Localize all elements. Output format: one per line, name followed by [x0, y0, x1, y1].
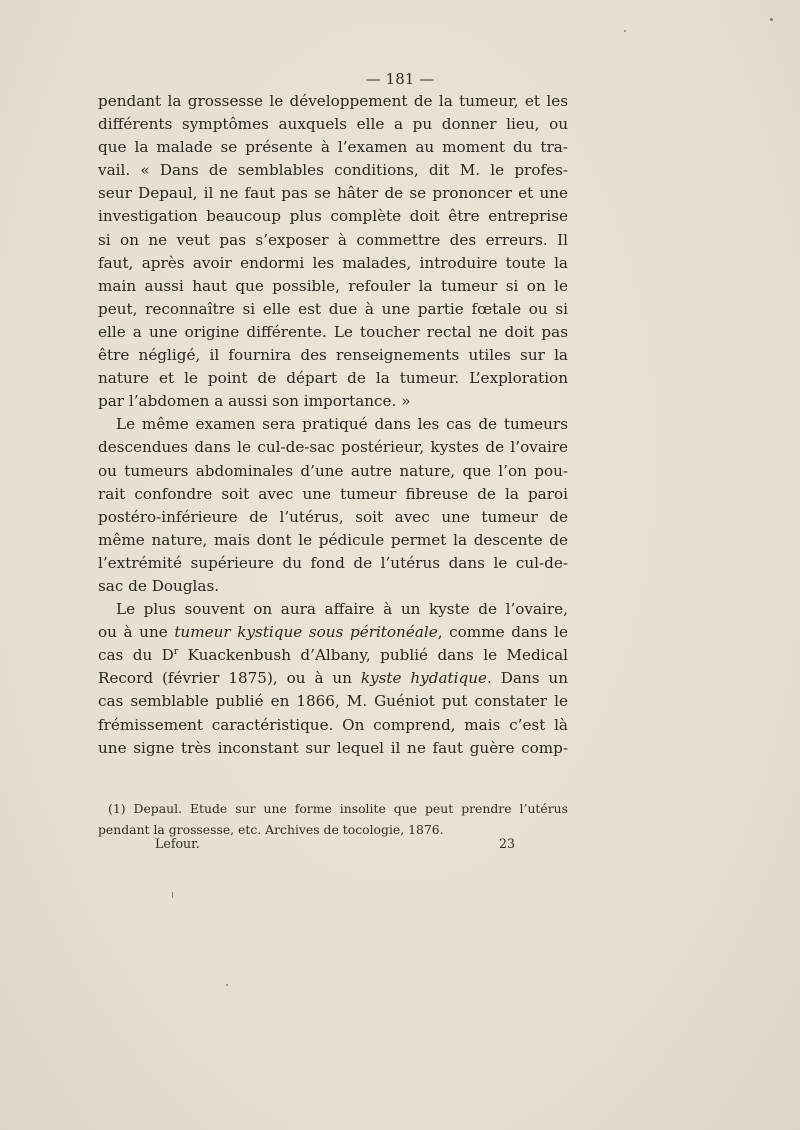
- text-line: par l’abdomen a aussi son importance. »: [98, 392, 411, 411]
- text-line: une signe très inconstant sur lequel il ne faut guère comp-: [98, 738, 568, 757]
- paper-speck: [624, 30, 626, 32]
- text-line: ou à une tumeur kystique sous péritonéale, comme dans le: [98, 623, 568, 642]
- text-line: Le même examen sera pratiqué dans les cas de tumeurs: [116, 415, 568, 434]
- text-line: nature et le point de départ de la tumeur. L’exploration: [98, 369, 568, 388]
- text-line: même nature, mais dont le pédicule permet la descente de: [98, 530, 568, 549]
- text-line: sac de Douglas.: [98, 576, 220, 595]
- text-line: peut, reconnaître si elle est due à une partie fœtale ou si: [98, 299, 568, 318]
- text-line: l’extrémité supérieure du fond de l’utérus dans le cul-de-: [98, 553, 568, 572]
- body-lines: [98, 90, 568, 621]
- text-line: Le plus souvent on aura affaire à un kyste de l’ovaire,: [116, 600, 568, 619]
- italic-term: kyste hydatique: [360, 669, 487, 688]
- text-line: elle a une origine différente. Le toucher rectal ne doit pas: [98, 322, 568, 341]
- text-line: descendues dans le cul-de-sac postérieur, kystes de l’ovaire: [98, 438, 568, 457]
- text-line: si on ne veut pas s’exposer à commettre des erreurs. Il: [98, 230, 568, 249]
- text-line: seur Depaul, il ne faut pas se hâter de se prononcer et une: [98, 184, 568, 203]
- signature-author: Lefour.: [155, 836, 200, 851]
- text-line: cas du $D^r$ Kuackenbush d’Albany, publié dans le Medical: [98, 646, 568, 665]
- text-line: Record (février 1875), ou à un kyste hydatique. Dans un: [98, 669, 568, 688]
- text-line: rait confondre soit avec une tumeur fibreuse de la paroi: [98, 484, 568, 503]
- text-line: différents symptômes auxquels elle a pu donner lieu, ou: [98, 115, 568, 134]
- italic-term: tumeur kystique sous péritonéale: [174, 623, 438, 642]
- footnote-line: (1) Depaul. Etude sur une forme insolite que peut prendre l’utérus: [108, 801, 568, 816]
- text-line: ou tumeurs abdominales d’une autre nature, que l’on pou-: [98, 461, 568, 480]
- signature-number: 23: [499, 836, 516, 851]
- text-line: cas semblable publié en 1866, M. Guéniot put constater le: [98, 692, 568, 711]
- text-line: postéro-inférieure de l’utérus, soit avec une tumeur de: [98, 507, 568, 526]
- body-lines-tail: [98, 690, 568, 759]
- superscript: r: [173, 647, 179, 658]
- paper-speck: [172, 892, 173, 898]
- text-line: vail. « Dans de semblables conditions, dit M. le profes-: [98, 161, 568, 180]
- text-line: main aussi haut que possible, refouler la tumeur si on le: [98, 276, 568, 295]
- paper-speck: [770, 18, 773, 21]
- text-line: investigation beaucoup plus complète doit être entreprise: [98, 207, 568, 226]
- text-line: être négligé, il fournira des renseignements utiles sur la: [98, 346, 568, 365]
- footnote: [98, 798, 568, 840]
- body-text: [98, 90, 568, 760]
- text-line: pendant la grossesse le développement de la tumeur, et les: [98, 92, 568, 110]
- text-line: faut, après avoir endormi les malades, introduire toute la: [98, 253, 568, 272]
- page-number: — 181 —: [365, 70, 435, 88]
- text-line: que la malade se présente à l’examen au moment du tra-: [98, 138, 568, 157]
- footnote-line: pendant la grossesse, etc. Archives de tocologie, 1876.: [98, 822, 444, 837]
- paper-speck: [226, 984, 228, 986]
- text-line: frémissement caractéristique. On comprend, mais c’est là: [98, 715, 568, 734]
